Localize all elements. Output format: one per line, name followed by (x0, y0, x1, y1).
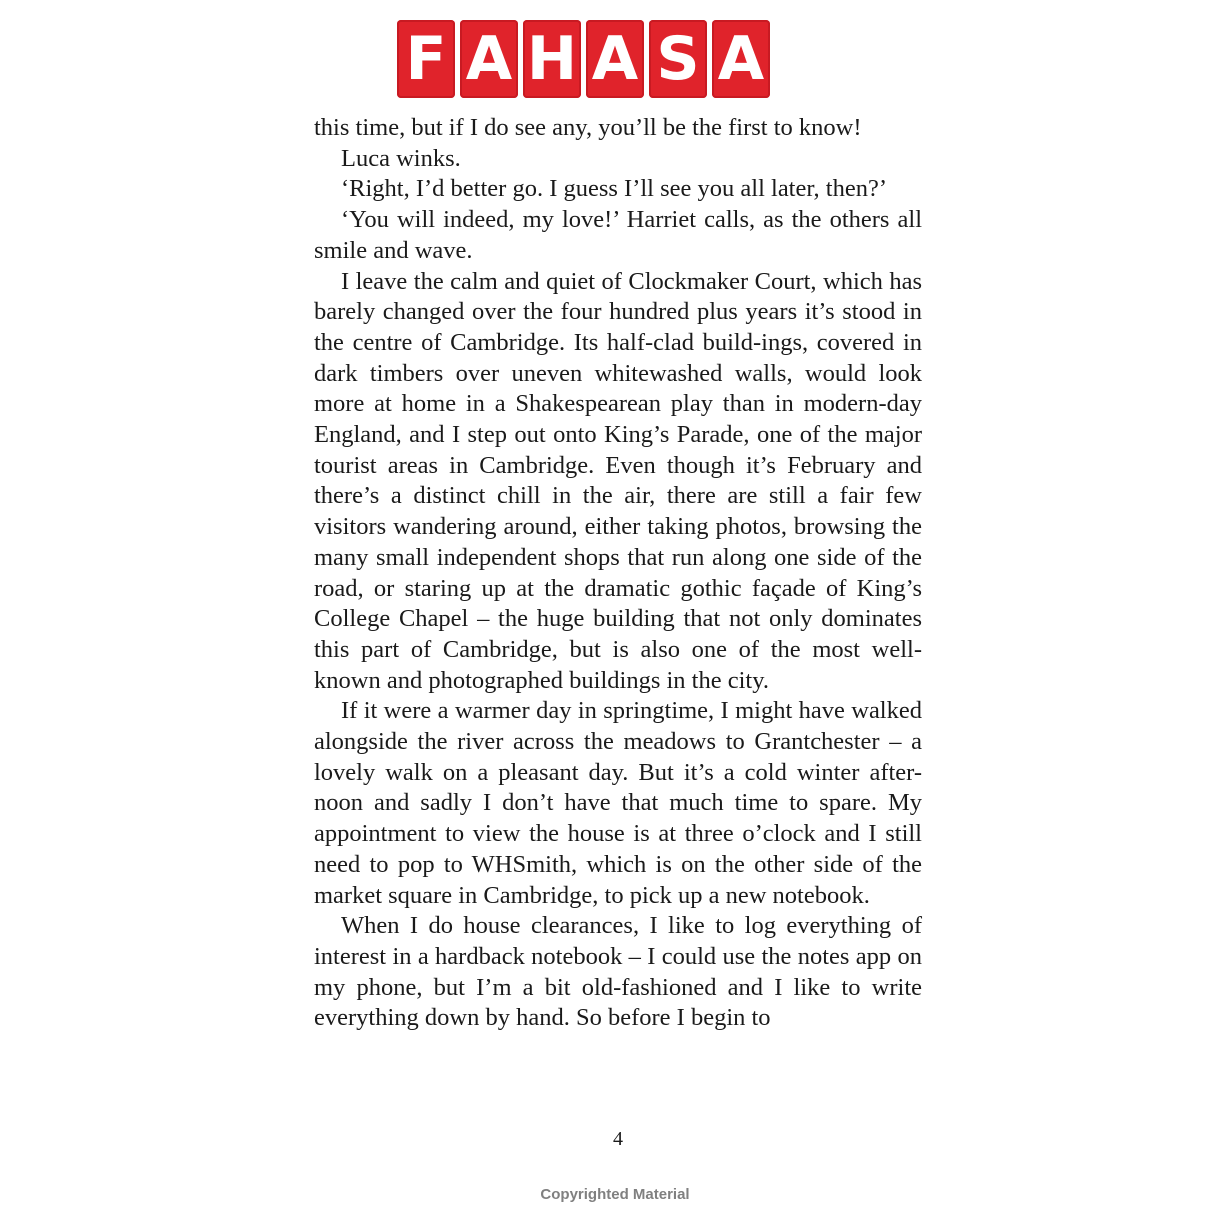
paragraph: Luca winks. (341, 144, 461, 172)
paragraph: ‘Right, I’d better go. I guess I’ll see you all later, then?’ (341, 175, 888, 203)
paragraph: ‘You will indeed, my love!’ Harriet calls, as the others all smile and wave. (314, 206, 922, 264)
logo-letter: H (523, 20, 581, 98)
paragraph: this time, but if I do see any, you’ll be the first to know! (314, 114, 862, 141)
paragraph: When I do house clearances, I like to log everything of interest in a hardback notebook – I could use the notes app on my phone, but I’m a bit old-fashioned and I like to write everything down by hand. So before I begin to (314, 912, 922, 1032)
copyright-notice: Copyrighted Material (540, 1186, 690, 1203)
logo-letter: A (460, 20, 518, 98)
logo-letter: F (397, 20, 455, 98)
body-text (314, 113, 922, 1034)
logo-letter: A (712, 20, 770, 98)
logo-letter: S (649, 20, 707, 98)
paragraph: I leave the calm and quiet of Clockmaker Court, which has barely changed over the four hundred plus years it’s stood in the centre of Cambridge. Its half-clad build-ings, covered in dark timbers over uneven whitewashed walls, would look more at home in a Shakespearean play than in modern-day England, and I step out onto King’s Parade, one of the major tourist areas in Cambridge. Even though it’s February and there’s a distinct chill in the air, there are still a fair few visitors wandering around, either taking photos, browsing the many small independent shops that run along one side of the road, or staring up at the dramatic gothic façade of King’s College Chapel – the huge building that not only dominates this part of Cambridge, but is also one of the most well-known and photographed buildings in the city. (314, 267, 922, 694)
logo-letter: A (586, 20, 644, 98)
page-number: 4 (613, 1128, 623, 1150)
paragraph: If it were a warmer day in springtime, I might have walked alongside the river across the meadows to Grantchester – a lovely walk on a pleasant day. But it’s a cold winter after-noon and sadly I don’t have that much time to spare. My appointment to view the house is at three o’clock and I still need to pop to WHSmith, which is on the other side of the market square in Cambridge, to pick up a new notebook. (314, 697, 922, 909)
fahasa-logo (397, 20, 770, 98)
